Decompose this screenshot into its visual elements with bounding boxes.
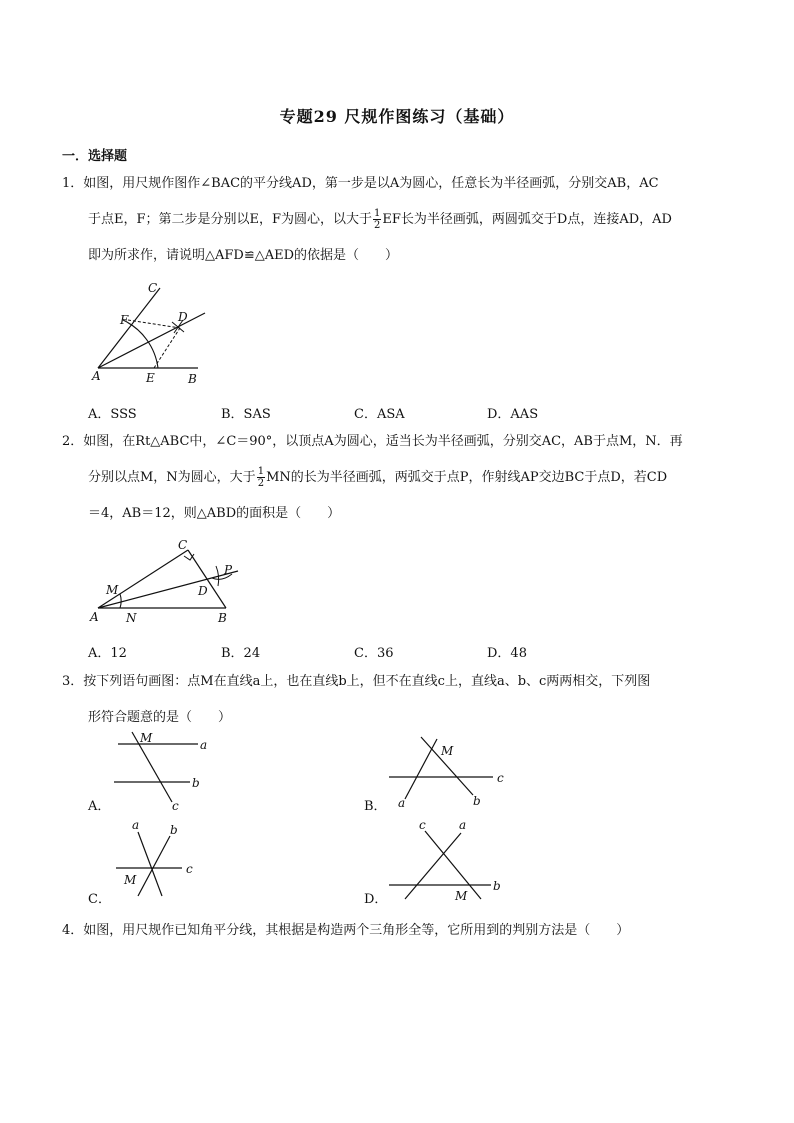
q1-figure xyxy=(88,280,218,390)
q2-option-d[interactable]: D．48 xyxy=(487,646,527,661)
q3-figure-b xyxy=(385,735,515,810)
q1-fraction: $\frac{1}{2}$ xyxy=(374,208,381,231)
q3-option-b[interactable]: B． xyxy=(364,799,387,814)
q1-label-a: A xyxy=(92,369,101,383)
q1-label-b: B xyxy=(188,372,197,386)
q1-line2a: 于点E，F；第二步是分别以E，F为圆心，以大于 xyxy=(88,212,373,227)
q2-option-c[interactable]: C．36 xyxy=(354,646,394,661)
q3d-label-a: a xyxy=(459,818,467,832)
q2-label-a: A xyxy=(90,610,99,624)
q2-line2b: MN的长为半径画弧，两弧交于点P，作射线AP交边BC于点D，若CD xyxy=(266,470,668,485)
q3a-label-m: M xyxy=(140,731,153,745)
q1-option-d[interactable]: D．AAS xyxy=(487,407,539,422)
q3-line2: 形符合题意的是（ ） xyxy=(88,710,232,725)
q3c-label-b: b xyxy=(170,823,178,837)
q1-option-b[interactable]: B．SAS xyxy=(221,407,271,422)
q2-label-p: P xyxy=(224,563,233,577)
q2-line1: 如图，在Rt△ABC中，∠C＝90°，以顶点A为圆心，适当长为半径画弧，分别交AC，AB于点M，N．再 xyxy=(83,434,683,449)
q1-line3: 即为所求作，请说明△AFD≌△AED的依据是（ ） xyxy=(88,248,399,263)
q3b-label-b: b xyxy=(473,794,481,808)
q2-options xyxy=(88,642,620,661)
q3-number: 3． xyxy=(62,674,84,689)
q2-label-m: M xyxy=(106,583,119,597)
q3b-label-a: a xyxy=(398,796,406,810)
q4-number: 4． xyxy=(62,923,84,938)
q3d-label-b: b xyxy=(493,879,501,893)
q3-option-c[interactable]: C． xyxy=(88,892,111,907)
q2-label-n: N xyxy=(126,611,137,625)
q3-figure-d xyxy=(385,815,515,905)
q1-number: 1． xyxy=(62,176,84,191)
q3d-label-m: M xyxy=(455,889,468,903)
q1-option-a[interactable]: A．SSS xyxy=(88,407,137,422)
q3b-label-c: c xyxy=(497,771,504,785)
q1-label-c: C xyxy=(148,281,158,295)
q3-option-a[interactable]: A． xyxy=(88,799,111,814)
q4-line1: 如图，用尺规作已知角平分线，其根据是构造两个三角形全等，它所用到的判别方法是（ ） xyxy=(83,923,630,938)
page-title: 专题29 尺规作图练习（基础） xyxy=(279,107,515,126)
section-heading: 一．选择题 xyxy=(62,149,128,164)
q3c-label-a: a xyxy=(132,818,140,832)
q2-label-d: D xyxy=(198,584,208,598)
q3d-label-c: c xyxy=(419,818,426,832)
question-4 xyxy=(62,913,629,949)
q2-line3: ＝4，AB＝12，则△ABD的面积是（ ） xyxy=(88,506,341,521)
q3a-label-a: a xyxy=(200,738,208,752)
q3-figure-c xyxy=(110,818,210,903)
q3-figure-a xyxy=(110,730,220,813)
q1-label-f: F xyxy=(120,313,129,327)
q3a-label-b: b xyxy=(192,776,200,790)
question-3 xyxy=(62,664,650,736)
q2-line2a: 分别以点M，N为圆心，大于 xyxy=(88,470,256,485)
q1-options xyxy=(88,403,620,422)
q3b-label-m: M xyxy=(441,744,454,758)
q2-option-b[interactable]: B．24 xyxy=(221,646,261,661)
q2-label-b: B xyxy=(218,611,227,625)
q1-label-d: D xyxy=(178,310,188,324)
question-2 xyxy=(62,424,683,532)
q2-label-c: C xyxy=(178,538,188,552)
q1-line1: 如图，用尺规作图作∠BAC的平分线AD，第一步是以A为圆心，任意长为半径画弧，分别交AB，AC xyxy=(83,176,659,191)
q3-line1: 按下列语句画图：点M在直线a上，也在直线b上，但不在直线c上，直线a、b、c两两相交，下列图 xyxy=(83,674,651,689)
q3-option-d[interactable]: D． xyxy=(364,892,388,907)
q3c-label-m: M xyxy=(124,873,137,887)
q1-label-e: E xyxy=(146,371,155,385)
q3a-label-c: c xyxy=(172,799,179,813)
q2-option-a[interactable]: A．12 xyxy=(88,646,127,661)
q2-number: 2． xyxy=(62,434,84,449)
q1-option-c[interactable]: C．ASA xyxy=(354,407,405,422)
q2-figure xyxy=(88,538,248,628)
question-1 xyxy=(62,166,672,274)
q1-line2b: EF长为半径画弧，两圆弧交于D点，连接AD，AD xyxy=(382,212,672,227)
q3c-label-c: c xyxy=(186,862,193,876)
q2-fraction: $\frac{1}{2}$ xyxy=(257,466,265,489)
